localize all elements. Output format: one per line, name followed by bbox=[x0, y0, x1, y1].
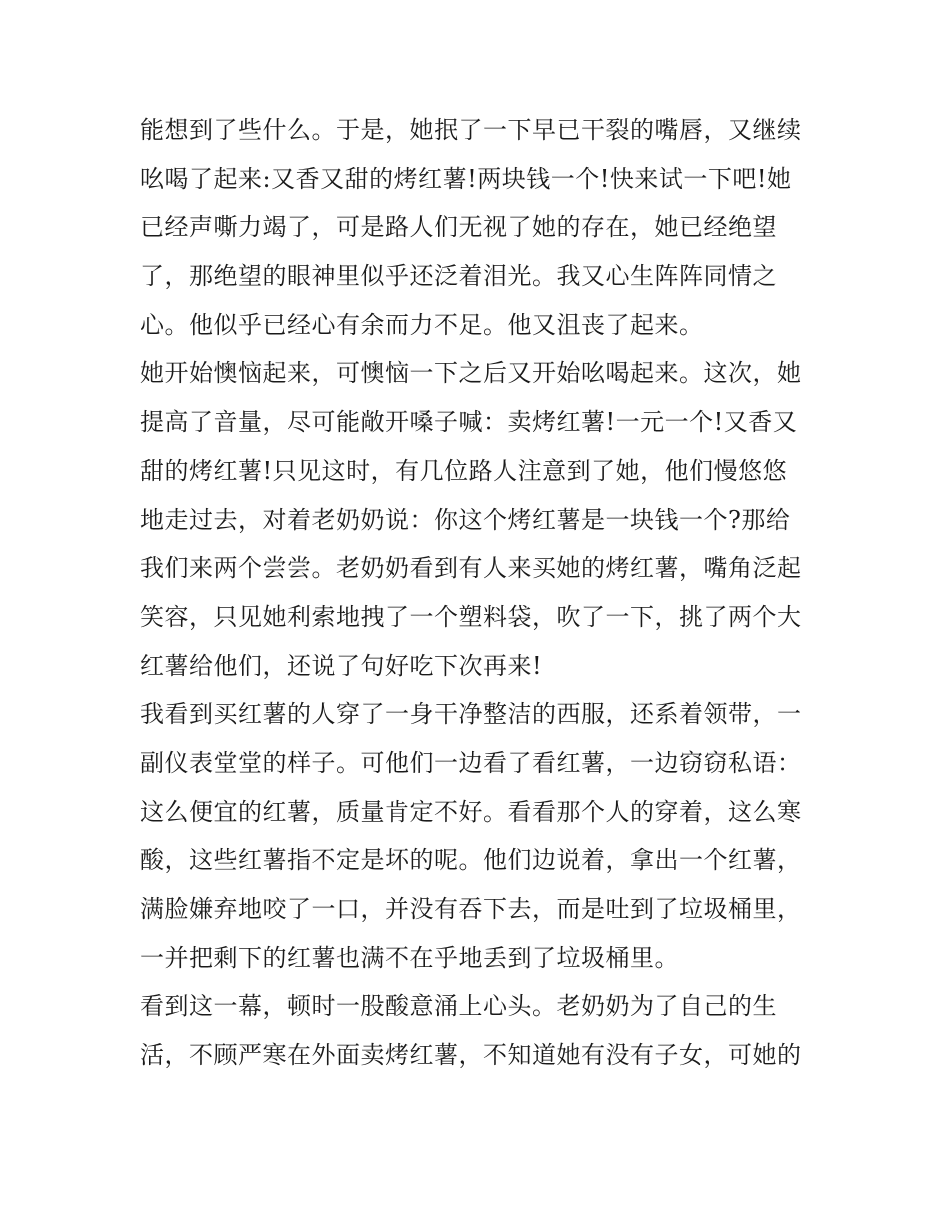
text-line: 红薯给他们，还说了句好吃下次再来! bbox=[140, 651, 543, 680]
text-line: 副仪表堂堂的样子。可他们一边看了看红薯，一边窃窃私语： bbox=[140, 748, 802, 777]
body-text bbox=[140, 106, 815, 1080]
text-line: 地走过去，对着老奶奶说：你这个烤红薯是一块钱一个?那给 bbox=[140, 505, 791, 534]
text-line: 我们来两个尝尝。老奶奶看到有人来买她的烤红薯，嘴角泛起 bbox=[140, 554, 802, 583]
text-line: 甜的烤红薯!只见这时，有几位路人注意到了她，他们慢悠悠 bbox=[140, 456, 788, 485]
text-line: 笑容，只见她利索地拽了一个塑料袋，吹了一下，挑了两个大 bbox=[140, 602, 802, 631]
text-line: 酸，这些红薯指不定是坏的呢。他们边说着，拿出一个红薯， bbox=[140, 846, 802, 875]
text-line: 一并把剩下的红薯也满不在乎地丢到了垃圾桶里。 bbox=[140, 943, 679, 972]
text-line: 能想到了些什么。于是，她抿了一下早已干裂的嘴唇，又继续 bbox=[140, 116, 802, 144]
text-line: 活，不顾严寒在外面卖烤红薯，不知道她有没有子女，可她的 bbox=[140, 1041, 802, 1070]
text-line: 这么便宜的红薯，质量肯定不好。看看那个人的穿着，这么寒 bbox=[140, 797, 802, 826]
text-line: 看到这一幕，顿时一股酸意涌上心头。老奶奶为了自己的生 bbox=[140, 992, 777, 1021]
text-line: 她开始懊恼起来，可懊恼一下之后又开始吆喝起来。这次，她 bbox=[140, 359, 802, 388]
text-line: 吆喝了起来:又香又甜的烤红薯!两块钱一个!快来试一下吧!她 bbox=[140, 164, 792, 193]
text-line: 了，那绝望的眼神里似乎还泛着泪光。我又心生阵阵同情之 bbox=[140, 262, 777, 291]
text-line: 提高了音量，尽可能敞开嗓子喊：卖烤红薯!一元一个!又香又 bbox=[140, 408, 798, 437]
text-line: 我看到买红薯的人穿了一身干净整洁的西服，还系着领带，一 bbox=[140, 700, 802, 729]
text-line: 心。他似乎已经心有余而力不足。他又沮丧了起来。 bbox=[140, 310, 704, 339]
text-line: 满脸嫌弃地咬了一口，并没有吞下去，而是吐到了垃圾桶里， bbox=[140, 895, 802, 923]
text-line: 已经声嘶力竭了，可是路人们无视了她的存在，她已经绝望 bbox=[140, 213, 777, 242]
